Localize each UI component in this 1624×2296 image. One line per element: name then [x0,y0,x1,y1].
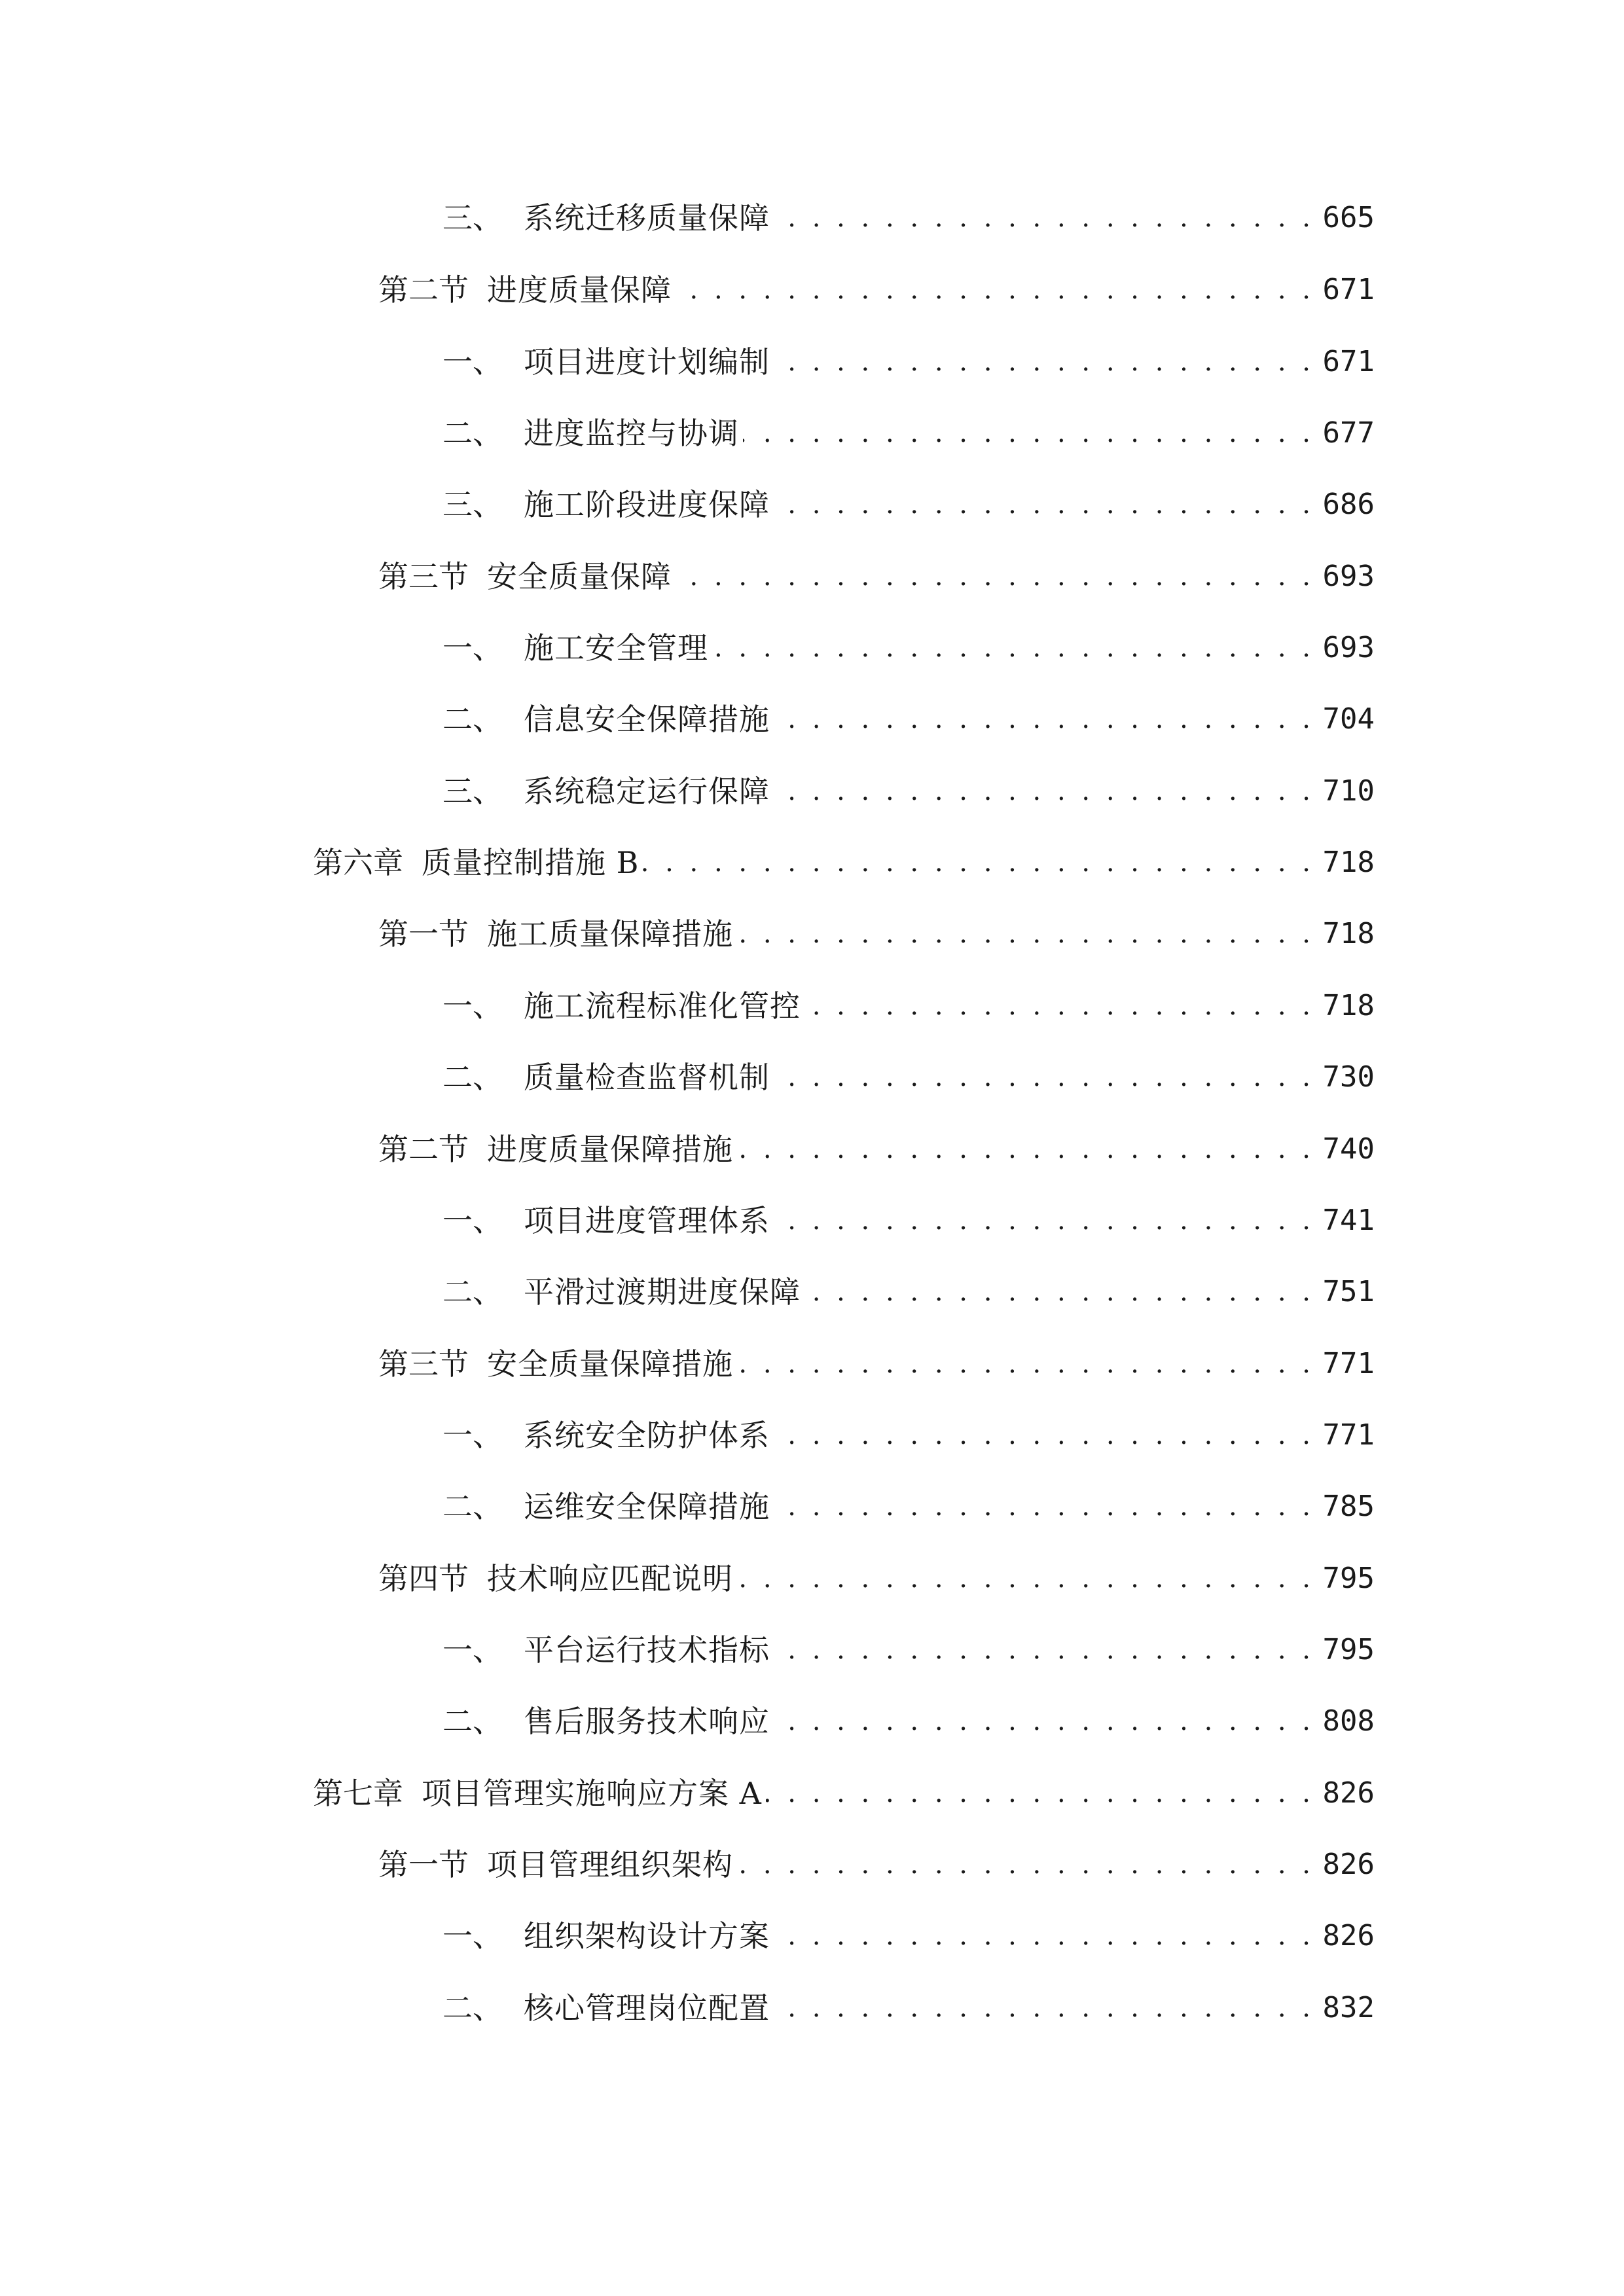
toc-entry-title: 施工质量保障措施 [487,916,733,952]
toc-entry-title: 项目进度管理体系 [524,1203,770,1238]
dot-leader [737,1556,1314,1602]
toc-entry-title: 平滑过渡期进度保障 [524,1274,801,1310]
toc-entry-number: 二、 [442,702,503,737]
dot-leader [737,1126,1314,1172]
toc-entry-title: 售后服务技术响应 [524,1704,770,1739]
dot-leader [737,911,1314,957]
toc-entry-page: 704 [1322,702,1375,736]
toc-entry-title: 系统安全防护体系 [524,1418,770,1453]
toc-entry-page: 718 [1322,846,1375,879]
toc-entry[interactable] [442,1484,1375,1530]
toc-entry-number: 三、 [442,487,503,522]
toc-entry-title: 系统稳定运行保障 [524,774,770,809]
dot-leader [774,696,1314,742]
toc-entry-number: 第四节 [378,1561,469,1596]
toc-entry[interactable] [313,1770,1375,1816]
toc-entry[interactable] [442,768,1375,814]
toc-entry-page: 771 [1322,1347,1375,1380]
toc-entry-number: 一、 [442,1918,503,1954]
dot-leader [774,1985,1314,2031]
dot-leader [774,1484,1314,1530]
toc-entry-page: 826 [1322,1848,1375,1881]
toc-entry[interactable] [442,482,1375,528]
toc-entry-title: 系统迁移质量保障 [524,200,770,236]
toc-entry[interactable] [442,1985,1375,2031]
toc-entry-title: 技术响应匹配说明 [487,1561,733,1596]
toc-entry-number: 一、 [442,630,503,666]
toc-entry-title: 进度质量保障措施 [487,1132,733,1167]
dot-leader [676,267,1314,313]
toc-entry-number: 二、 [442,1489,503,1524]
toc-entry-title: 进度质量保障 [487,272,672,308]
toc-entry-page: 826 [1322,1776,1375,1810]
toc-entry-number: 第一节 [378,916,469,952]
toc-entry-number: 第二节 [378,1132,469,1167]
toc-entry-title: 核心管理岗位配置 [524,1990,770,2026]
dot-leader [766,1770,1314,1816]
toc-entry-page: 718 [1322,917,1375,950]
toc-entry[interactable] [442,1627,1375,1673]
toc-entry-page: 741 [1322,1204,1375,1237]
toc-entry-title: 项目管理组织架构 [487,1847,733,1882]
toc-entry-page: 771 [1322,1418,1375,1452]
dot-leader [774,1913,1314,1959]
dot-leader [804,1269,1314,1315]
toc-entry-number: 第七章 [313,1776,403,1811]
toc-entry-page: 671 [1322,345,1375,378]
toc-entry-page: 751 [1322,1275,1375,1308]
toc-entry[interactable] [378,554,1375,600]
dot-leader [774,1698,1314,1744]
toc-entry-page: 832 [1322,1991,1375,2024]
dot-leader [676,554,1314,600]
toc-entry-number: 一、 [442,1418,503,1453]
toc-entry-page: 665 [1322,201,1375,234]
toc-entry[interactable] [442,1412,1375,1458]
toc-entry[interactable] [313,840,1375,886]
toc-entry-title: 安全质量保障 [487,559,672,594]
toc-entry[interactable] [378,1341,1375,1387]
toc-entry-title: 信息安全保障措施 [524,702,770,737]
toc-entry[interactable] [442,1269,1375,1315]
toc-entry-number: 一、 [442,1632,503,1668]
toc-entry-number: 一、 [442,1203,503,1238]
dot-leader [804,983,1314,1029]
dot-leader [774,768,1314,814]
dot-leader [643,840,1314,886]
toc-entry-page: 785 [1322,1490,1375,1523]
toc-entry-page: 795 [1322,1633,1375,1666]
toc-entry-number: 第三节 [378,1346,469,1382]
toc-entry-number: 第一节 [378,1847,469,1882]
dot-leader [743,410,1314,456]
toc-entry-page: 740 [1322,1132,1375,1166]
toc-entry-title: 进度监控与协调 [524,416,739,451]
toc-entry-page: 795 [1322,1562,1375,1595]
toc-entry-title: 施工阶段进度保障 [524,487,770,522]
dot-leader [774,1412,1314,1458]
toc-entry-number: 第三节 [378,559,469,594]
toc-entry[interactable] [442,696,1375,742]
toc-entry-number: 二、 [442,1990,503,2026]
toc-entry-title: 组织架构设计方案 [524,1918,770,1954]
toc-entry[interactable] [442,625,1375,671]
toc-entry-page: 693 [1322,560,1375,593]
toc-entry[interactable] [378,911,1375,957]
toc-entry-page: 693 [1322,631,1375,664]
toc-entry-number: 二、 [442,1060,503,1095]
toc-entry[interactable] [442,1198,1375,1244]
toc-entry[interactable] [442,1698,1375,1744]
toc-entry-title: 安全质量保障措施 [487,1346,733,1382]
toc-entry-number: 一、 [442,988,503,1024]
toc-entry-number: 二、 [442,1704,503,1739]
toc-entry-page: 686 [1322,488,1375,521]
toc-entry-page: 808 [1322,1704,1375,1738]
toc-entry[interactable] [442,1913,1375,1959]
toc-entry-page: 677 [1322,416,1375,450]
dot-leader [774,1198,1314,1244]
toc-entry[interactable] [378,1556,1375,1602]
dot-leader [737,1842,1314,1888]
dot-leader [774,339,1314,385]
dot-leader [712,625,1314,671]
dot-leader [774,195,1314,241]
toc-entry-title: 项目管理实施响应方案 A [422,1776,762,1811]
toc-entry[interactable] [442,983,1375,1029]
toc-entry-title: 平台运行技术指标 [524,1632,770,1668]
toc-entry-number: 二、 [442,416,503,451]
toc-entry[interactable] [442,1054,1375,1100]
toc-entry-number: 一、 [442,344,503,380]
toc-entry-page: 718 [1322,989,1375,1022]
toc-entry-title: 施工流程标准化管控 [524,988,801,1024]
toc-entry[interactable] [378,1842,1375,1888]
toc-entry-title: 质量控制措施 B [422,845,640,880]
toc-entry-number: 三、 [442,774,503,809]
toc-entry-title: 质量检查监督机制 [524,1060,770,1095]
toc-entry-page: 671 [1322,273,1375,306]
toc-entry-number: 第六章 [313,845,403,880]
dot-leader [774,1627,1314,1673]
toc-entry-title: 运维安全保障措施 [524,1489,770,1524]
dot-leader [737,1341,1314,1387]
toc-entry[interactable] [442,195,1375,241]
toc-entry-number: 二、 [442,1274,503,1310]
toc-entry-title: 施工安全管理 [524,630,708,666]
toc-entry-number: 三、 [442,200,503,236]
toc-entry-page: 826 [1322,1919,1375,1952]
toc-entry-title: 项目进度计划编制 [524,344,770,380]
toc-entry-page: 710 [1322,774,1375,808]
toc-entry[interactable] [442,410,1375,456]
toc-entry-number: 第二节 [378,272,469,308]
toc-entry[interactable] [442,339,1375,385]
dot-leader [774,482,1314,528]
dot-leader [774,1054,1314,1100]
toc-entry[interactable] [378,267,1375,313]
toc-entry-page: 730 [1322,1060,1375,1094]
toc-entry[interactable] [378,1126,1375,1172]
